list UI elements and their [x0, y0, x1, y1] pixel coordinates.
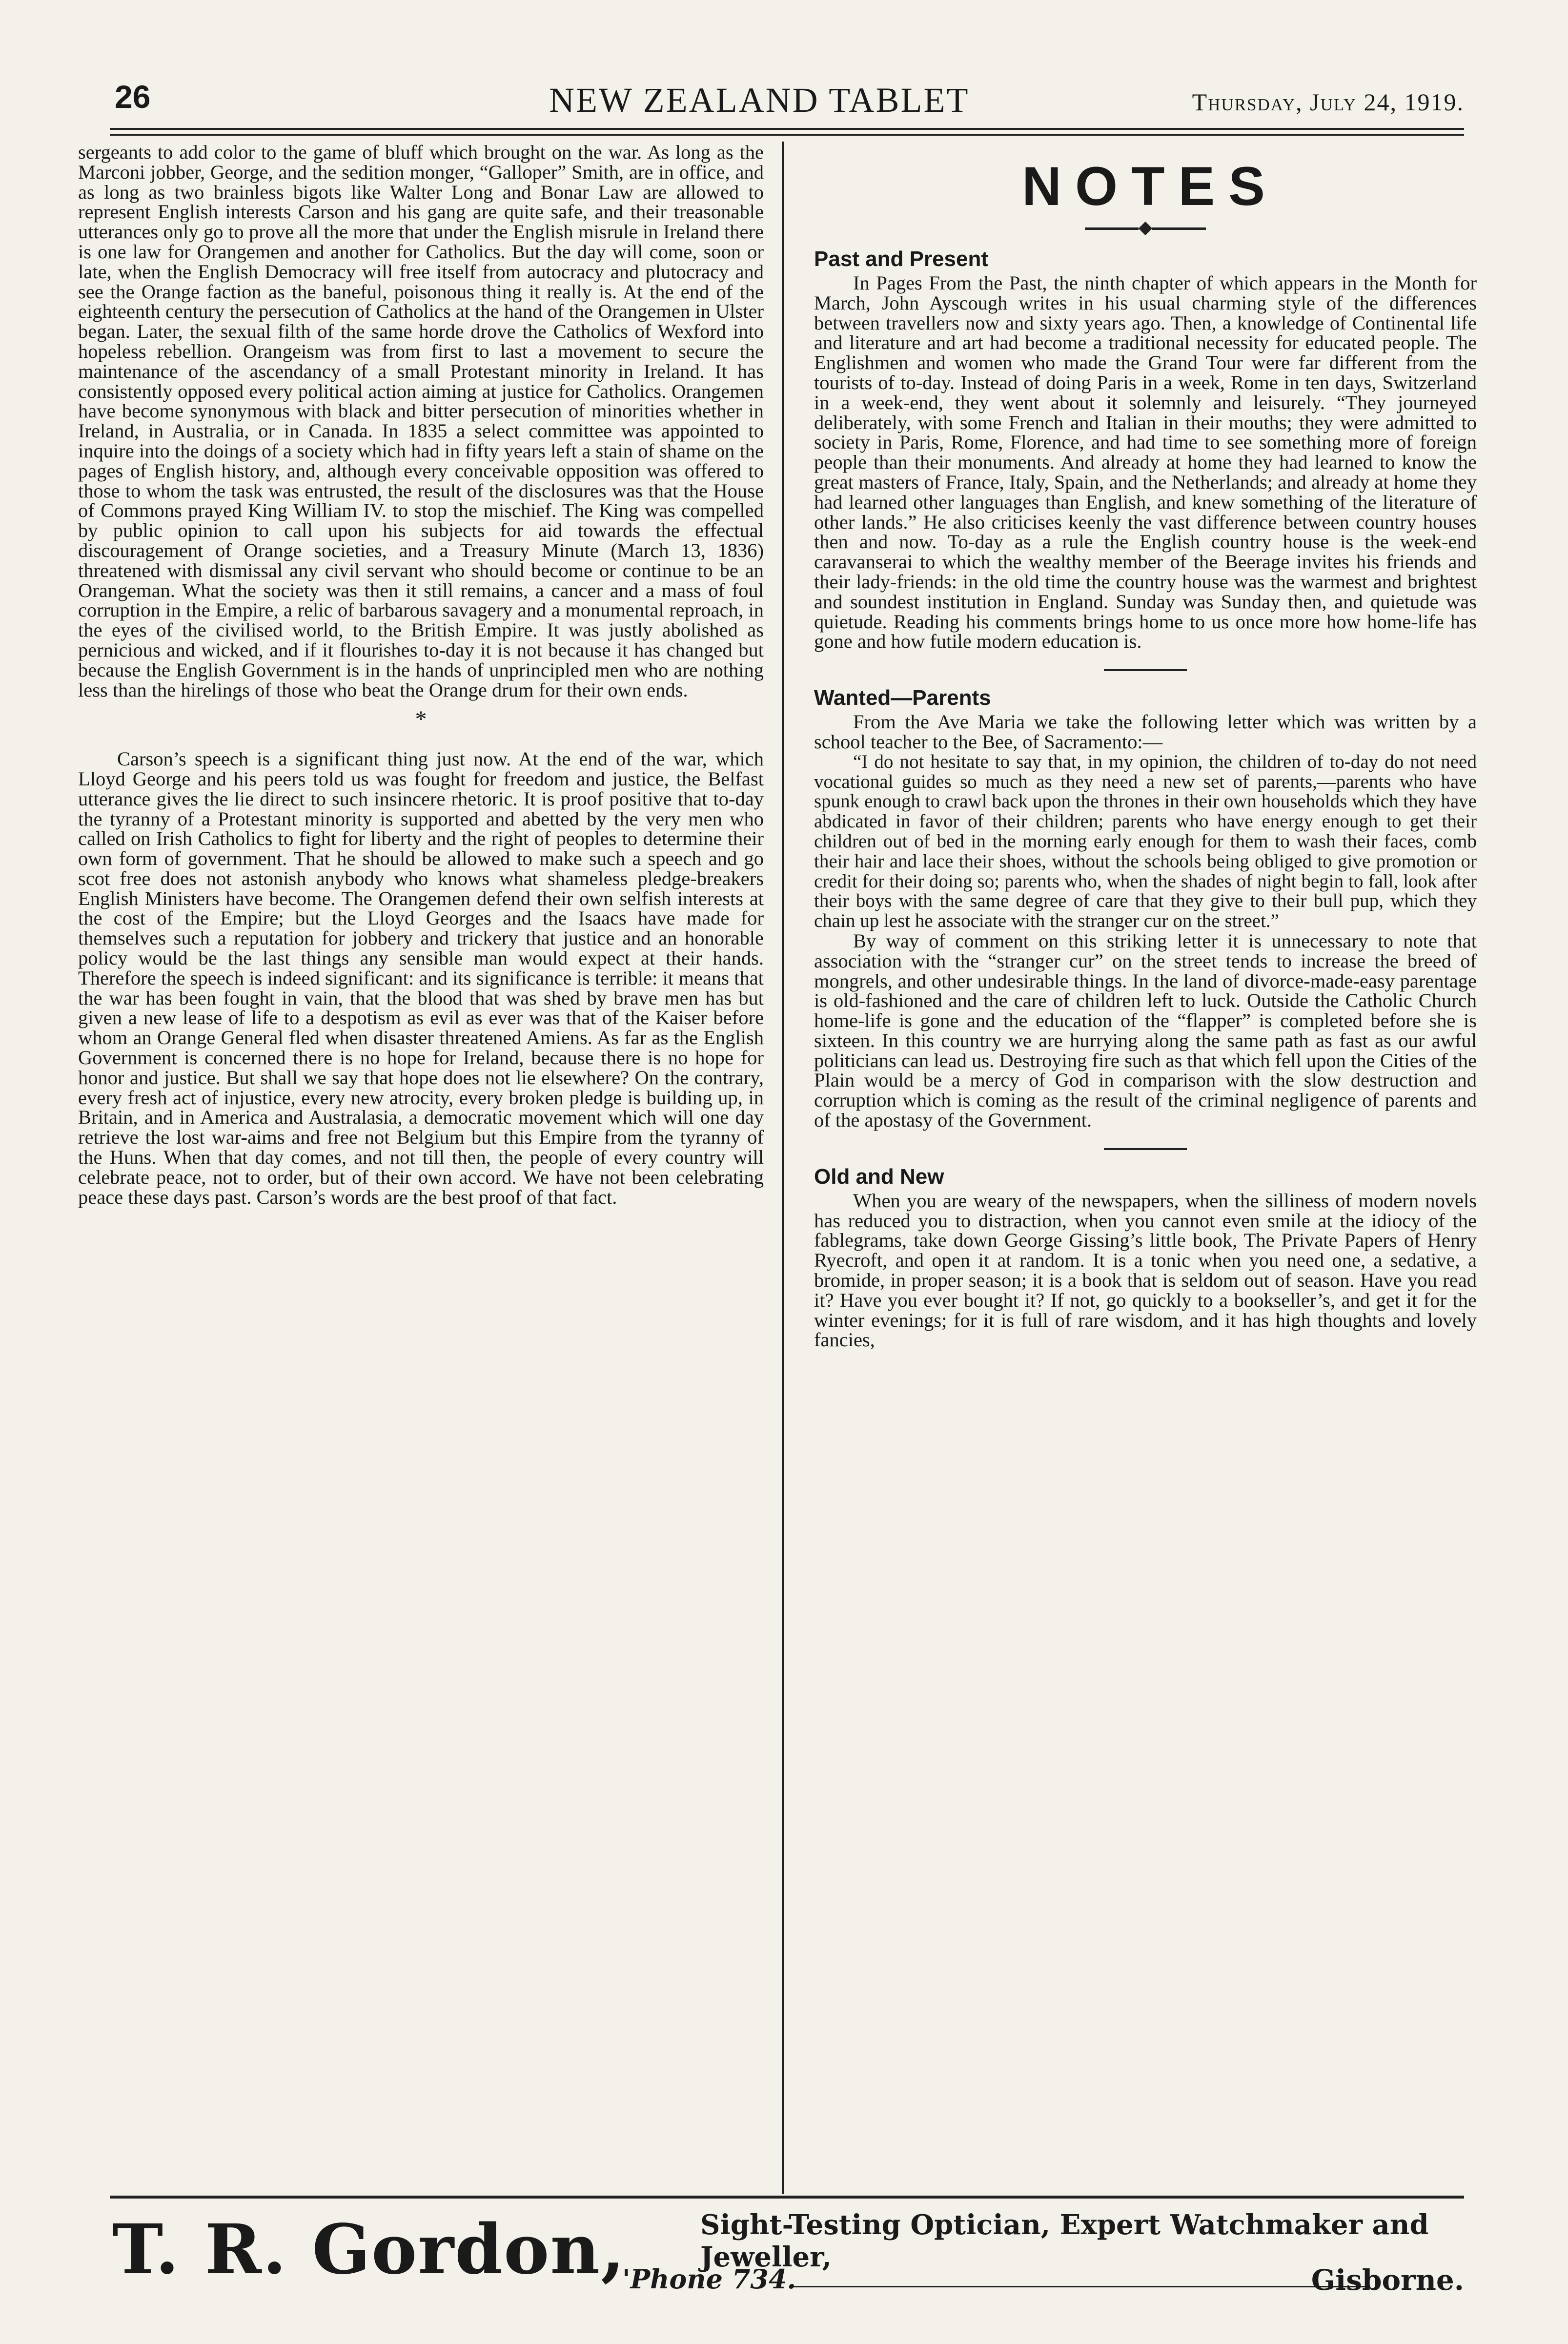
notes-title: NOTES	[1022, 156, 1279, 217]
advertiser-town: Gisborne.	[1311, 2263, 1464, 2297]
page-number: 26	[115, 79, 151, 115]
masthead: NEW ZEALAND TABLET	[549, 81, 970, 120]
section-heading-old-and-new: Old and New	[814, 1164, 944, 1189]
section-rule	[1104, 669, 1187, 671]
ornament-line	[1152, 227, 1206, 230]
note-paragraph: When you are weary of the newspapers, when the silliness of modern novels has reduced you to distraction, when you cannot even smile at the idiocy of the fablegrams, take down George Gissing’s little book, The Private Papers of Henry Ryecroft, and open it at random. It is a tonic when you need one, a sedative, a bromide, in proper season; it is a book that is seldom out of season. Have you read it? Have you ever bought it? If not, go quickly to a bookseller’s, and get it for the winter evenings; for it is full of rare wisdom, and it has high thoughts and lovely fancies,	[814, 1189, 1477, 1351]
right-column	[814, 143, 1477, 1350]
header-rule-top	[110, 128, 1464, 130]
section-heading-wanted-parents: Wanted—Parents	[814, 686, 991, 710]
page-header	[110, 73, 1464, 127]
note-paragraph: From the Ave Maria we take the following letter which was written by a school teacher to the Bee, of Sacramento:—	[814, 711, 1477, 753]
article-paragraph: sergeants to add color to the game of bluff which brought on the war. As long as the Marconi jobber, George, and the sedition monger, “Galloper” Smith, are in office, and as long as two brainless bigots like Walter Long and Bonar Law are allowed to represent English interests Carson and his gang are quite safe, and their treasonable utterances only go to prove all the more that under the English misrule in Ireland there is one law for Orangemen and another for Catholics. But the day will come, soon or late, when the English Democracy will free itself from autocracy and plutocracy and see the Orange faction as the baneful, poisonous thing it really is. At the end of the eighteenth century the persecution of Catholics at the hand of the Orangemen in Ulster began. Later, the sexual filth of the same horde drove the Catholics of Wexford into hopeless rebellion. Orangeism was from first to last a movement to secure the maintenance of the ascendancy of a small Protestant minority in Ireland. It has consistently opposed every political action aiming at justice for Catholics. Orangemen have become synonymous with black and bitter persecution of minorities whether in Ireland, in Australia, or in Canada. In 1835 a select committee was appointed to inquire into the doings of a society which had in fifty years left a stain of shame on the pages of English history, and, although every conceivable opposition was offered to those to whom the task was entrusted, the result of the disclosures was that the House of Commons prayed King William IV. to stop the mischief. The King was compelled by public opinion to call upon his subjects for aid towards the effectual discouragement of Orange societies, and a Treasury Minute (March 13, 1836) threatened with dismissal any civil servant who should become or continue to be an Orangeman. What the society was then it still remains, a cancer and a mass of foul corruption in the Empire, a relic of barbarous savagery and a monumental reproach, in the eyes of the civilised world, to the British Empire. It was justly abolished as pernicious and wicked, and if it flourishes to-day it is not because it has changed but because the English Government is in the hands of unprincipled men who are nothing less than the hirelings of those who beat the Orange drum for their own ends.	[78, 141, 764, 701]
note-paragraph: In Pages From the Past, the ninth chapter of which appears in the Month for March, John Ayscough writes in his usual charming style of the differences between travellers now and sixty years ago. Then, a knowledge of Continental life and literature and art had become a traditional necessity for educated people. The Englishmen and women who made the Grand Tour were far different from the tourists of to-day. Instead of doing Paris in a week, Rome in ten days, Switzerland in a week-end, they went about it solemnly and leisurely. “They journeyed deliberately, with some French and Italian in their mouths; they were admitted to society in Paris, Rome, Florence, and had time to see something more of foreign people than their monuments. And already at home they had learned to know the great masters of France, Italy, Spain, and the Netherlands; and already at home they had learned other languages than English, and knew something of the literature of other lands.” He also criticises keenly the vast difference between country houses then and now. To-day as a rule the English country house is the week-end caravanserai to which the wealthy member of the Beerage invites his friends and their lady-friends: in the old time the country house was the warmest and brightest and soundest institution in England. Sunday was Sunday then, and quietude was quietude. Reading his comments brings home to us once more how home-life has gone and how futile modern education is.	[814, 272, 1477, 653]
issue-date: Thursday, July 24, 1919.	[1192, 88, 1464, 116]
advertiser-tagline: Sight-Testing Optician, Expert Watchmaker and Jeweller,	[700, 2209, 1429, 2273]
section-rule	[1104, 1148, 1187, 1150]
quoted-letter: “I do not hesitate to say that, in my opinion, the children of to-day do not need vocational guides so much as they need a new set of parents,—parents who have spunk enough to crawl back upon the thrones in their own households which they have abdicated in favor of their children; parents who have energy enough to get their children out of bed in the morning early enough for them to wash their faces, comb their hair and lace their shoes, without the schools being obliged to give promotion or credit for their doing so; parents who, when the shades of night begin to fall, look after their boys with the same degree of care that they give to their bull pup, which they chain up lest he associate with the stranger cur on the street.”	[814, 751, 1477, 932]
note-paragraph: By way of comment on this striking letter it is unnecessary to note that association with the “stranger cur” on the street tends to increase the breed of mongrels, and other undesirable things. In the land of divorce-made-easy parentage is old-fashioned and the care of children left to luck. Outside the Catholic Church home-life is gone and the education of the “flapper” is completed before she is sixteen. In this country we are hurrying along the same path as fast as our awful politicians can lead us. Destroying fire such as that which fell upon the Cities of the Plain would be a mercy of God in comparison with the slow destruction and corruption which is coming as the result of the criminal negligence of parents and of the apostasy of the Government.	[814, 929, 1477, 1131]
footer-rule	[110, 2196, 1464, 2199]
header-rule-bottom	[110, 134, 1464, 136]
column-divider	[782, 142, 784, 2194]
section-heading-past-and-present: Past and Present	[814, 247, 989, 271]
footer-advertisement	[110, 2199, 1464, 2326]
advertiser-name: T. R. Gordon,	[112, 2210, 626, 2290]
left-column	[78, 143, 764, 1207]
diamond-icon	[1139, 222, 1152, 235]
advertiser-leader-line	[793, 2286, 1369, 2287]
ornament-line	[1085, 227, 1139, 230]
section-separator: *	[415, 706, 427, 733]
advertiser-phone: 'Phone 734.	[622, 2263, 796, 2295]
article-paragraph: Carson’s speech is a significant thing just now. At the end of the war, which Lloyd George and his peers told us was fought for freedom and justice, the Belfast utterance gives the lie direct to such insincere rhetoric. It is proof positive that to-day the tyranny of a Protestant minority is supported and abetted by the very men who called on Irish Catholics to fight for liberty and the right of peoples to determine their own form of government. That he should be allowed to make such a speech and go scot free does not astonish anybody who knows what shameless pledge-breakers English Ministers have become. The Orangemen defend their own selfish interests at the cost of the Empire; but the Lloyd Georges and the Isaacs have made for themselves such a reputation for jobbery and trickery that justice and an honorable policy would be the last things any sensible man would expect at their hands. Therefore the speech is indeed significant: and its significance is terrible: it means that the war has been fought in vain, that the blood that was shed by brave men has but given a new lease of life to a despotism as evil as ever was that of the Kaiser before whom an Orange General fled when disaster threatened Amiens. As far as the English Government is concerned there is no hope for Ireland, because there is no hope for honor and justice. But shall we say that hope does not lie elsewhere? On the contrary, every fresh act of injustice, every new atrocity, every broken pledge is building up, in Britain, and in America and Australasia, a democratic movement which will one day retrieve the lost war-aims and free not Belgium but this Empire from the tyranny of the Huns. When that day comes, and not till then, the people of every country will celebrate peace, not to order, but of their own accord. We have not been celebrating peace these days past. Carson’s words are the best proof of that fact.	[78, 748, 764, 1208]
title-ornament	[814, 219, 1477, 238]
